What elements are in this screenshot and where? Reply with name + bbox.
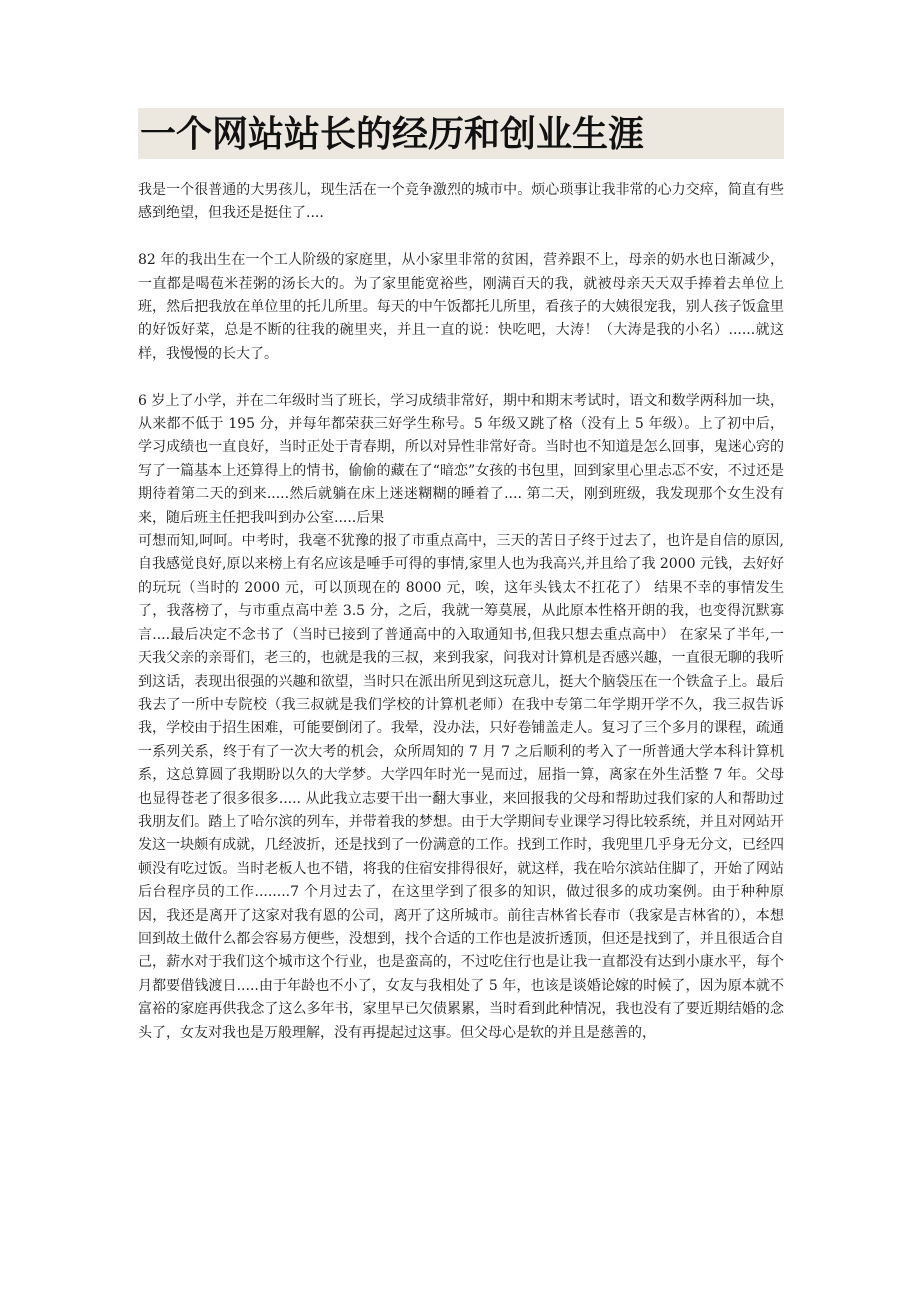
page-title: 一个网站站长的经历和创业生涯 [140,112,645,155]
title-banner [138,108,784,159]
document-page [138,108,784,1045]
paragraph-school: 6 岁上了小学，并在二年级时当了班长，学习成绩非常好，期中和期末考试时，语文和数学两科加一块，从来都不低于 195 分，并每年都荣获三好学生称号。5 年级又跳了格（没有上 5 年级）。上了初中后，学习成绩也一直良好，当时正处于青春期，所以对异性非常好奇。当时也不知道是怎么回事，鬼迷心窍的写了一篇基本上还算得上的情书，偷偷的藏在了“暗恋”女孩的书包里，回到家里心里忐忑不安，不过还是期待着第二天的到来.....然后就躺在床上迷迷糊糊的睡着了.... 第二天，刚到班级，我发现那个女生没有来，随后班主任把我叫到办公室.....后果 [138,392,784,526]
paragraph-intro: 我是一个很普通的大男孩儿，现生活在一个竞争激烈的城市中。烦心琐事让我非常的心力交瘁，简直有些感到绝望，但我还是挺住了.... [138,182,784,222]
paragraph-childhood: 82 年的我出生在一个工人阶级的家庭里，从小家里非常的贫困，营养跟不上，母亲的奶水也日渐减少，一直都是喝苞米茬粥的汤长大的。为了家里能宽裕些，刚满百天的我，就被母亲天天双手捧着去单位上班，然后把我放在单位里的托儿所里。每天的中午饭都托儿所里，看孩子的大姨很宠我，别人孩子饭盒里的好饭好菜，总是不断的往我的碗里夹，并且一直的说：快吃吧，大涛！（大涛是我的小名）......就这样，我慢慢的长大了。 [138,252,784,362]
article-body [138,179,784,1045]
paragraph-career: 可想而知,呵呵。中考时，我毫不犹豫的报了市重点高中，三天的苦日子终于过去了，也许是自信的原因,自我感觉良好,原以来榜上有名应该是唾手可得的事情,家里人也为我高兴,并且给了我 2000 元钱，去好好的玩玩（当时的 2000 元，可以顶现在的 8000 元，唉，这年头钱太不扛花了） 结果不幸的事情发生了，我落榜了，与市重点高中差 3.5 分，之后，我就一筹莫展，从此原本性格开朗的我，也变得沉默寡言....最后决定不念书了（当时已接到了普通高中的入取通知书,但我只想去重点高中） 在家呆了半年,一天我父亲的亲哥们，老三的，也就是我的三叔，来到我家，问我对计算机是否感兴趣，一直很无聊的我听到这话，表现出很强的兴趣和欲望，当时只在派出所见到这玩意儿，挺大个脑袋压在一个铁盒子上。最后我去了一所中专院校（我三叔就是我们学校的计算机老师）在我中专第二年学期开学不久，我三叔告诉我，学校由于招生困难，可能要倒闭了。我晕，没办法，只好卷铺盖走人。复习了三个多月的课程，疏通一系列关系，终于有了一次大考的机会，众所周知的 7 月 7 之后顺利的考入了一所普通大学本科计算机系，这总算圆了我期盼以久的大学梦。大学四年时光一晃而过，屈指一算，离家在外生活整 7 年。父母也显得苍老了很多很多..... 从此我立志要干出一翻大事业，来回报我的父母和帮助过我们家的人和帮助过我朋友们。踏上了哈尔滨的列车，并带着我的梦想。由于大学期间专业课学习得比较系统，并且对网站开发这一块颇有成就，几经波折，还是找到了一份满意的工作。找到工作时，我兜里几乎身无分文，已经四顿没有吃过饭。当时老板人也不错，将我的住宿安排得很好，就这样，我在哈尔滨站住脚了，开始了网站后台程序员的工作........7 个月过去了，在这里学到了很多的知识，做过很多的成功案例。由于种种原因，我还是离开了这家对我有恩的公司，离开了这所城市。前往吉林省长春市（我家是吉林省的），本想回到故土做什么都会容易方便些，没想到，找个合适的工作也是波折透顶，但还是找到了，并且很适合自己，薪水对于我们这个城市这个行业，也是蛮高的，不过吃住行也是让我一直都没有达到小康水平，每个月都要借钱渡日.....由于年龄也不小了，女友与我相处了 5 年，也该是谈婚论嫁的时候了，因为原本就不富裕的家庭再供我念了这么多年书，家里早已欠债累累，当时看到此种情况，我也没有了要近期结婚的念头了，女友对我也是万般理解，没有再提起过这事。但父母心是软的并且是慈善的， [138,533,784,1041]
paragraph-gap [138,226,784,249]
paragraph-gap [138,366,784,389]
